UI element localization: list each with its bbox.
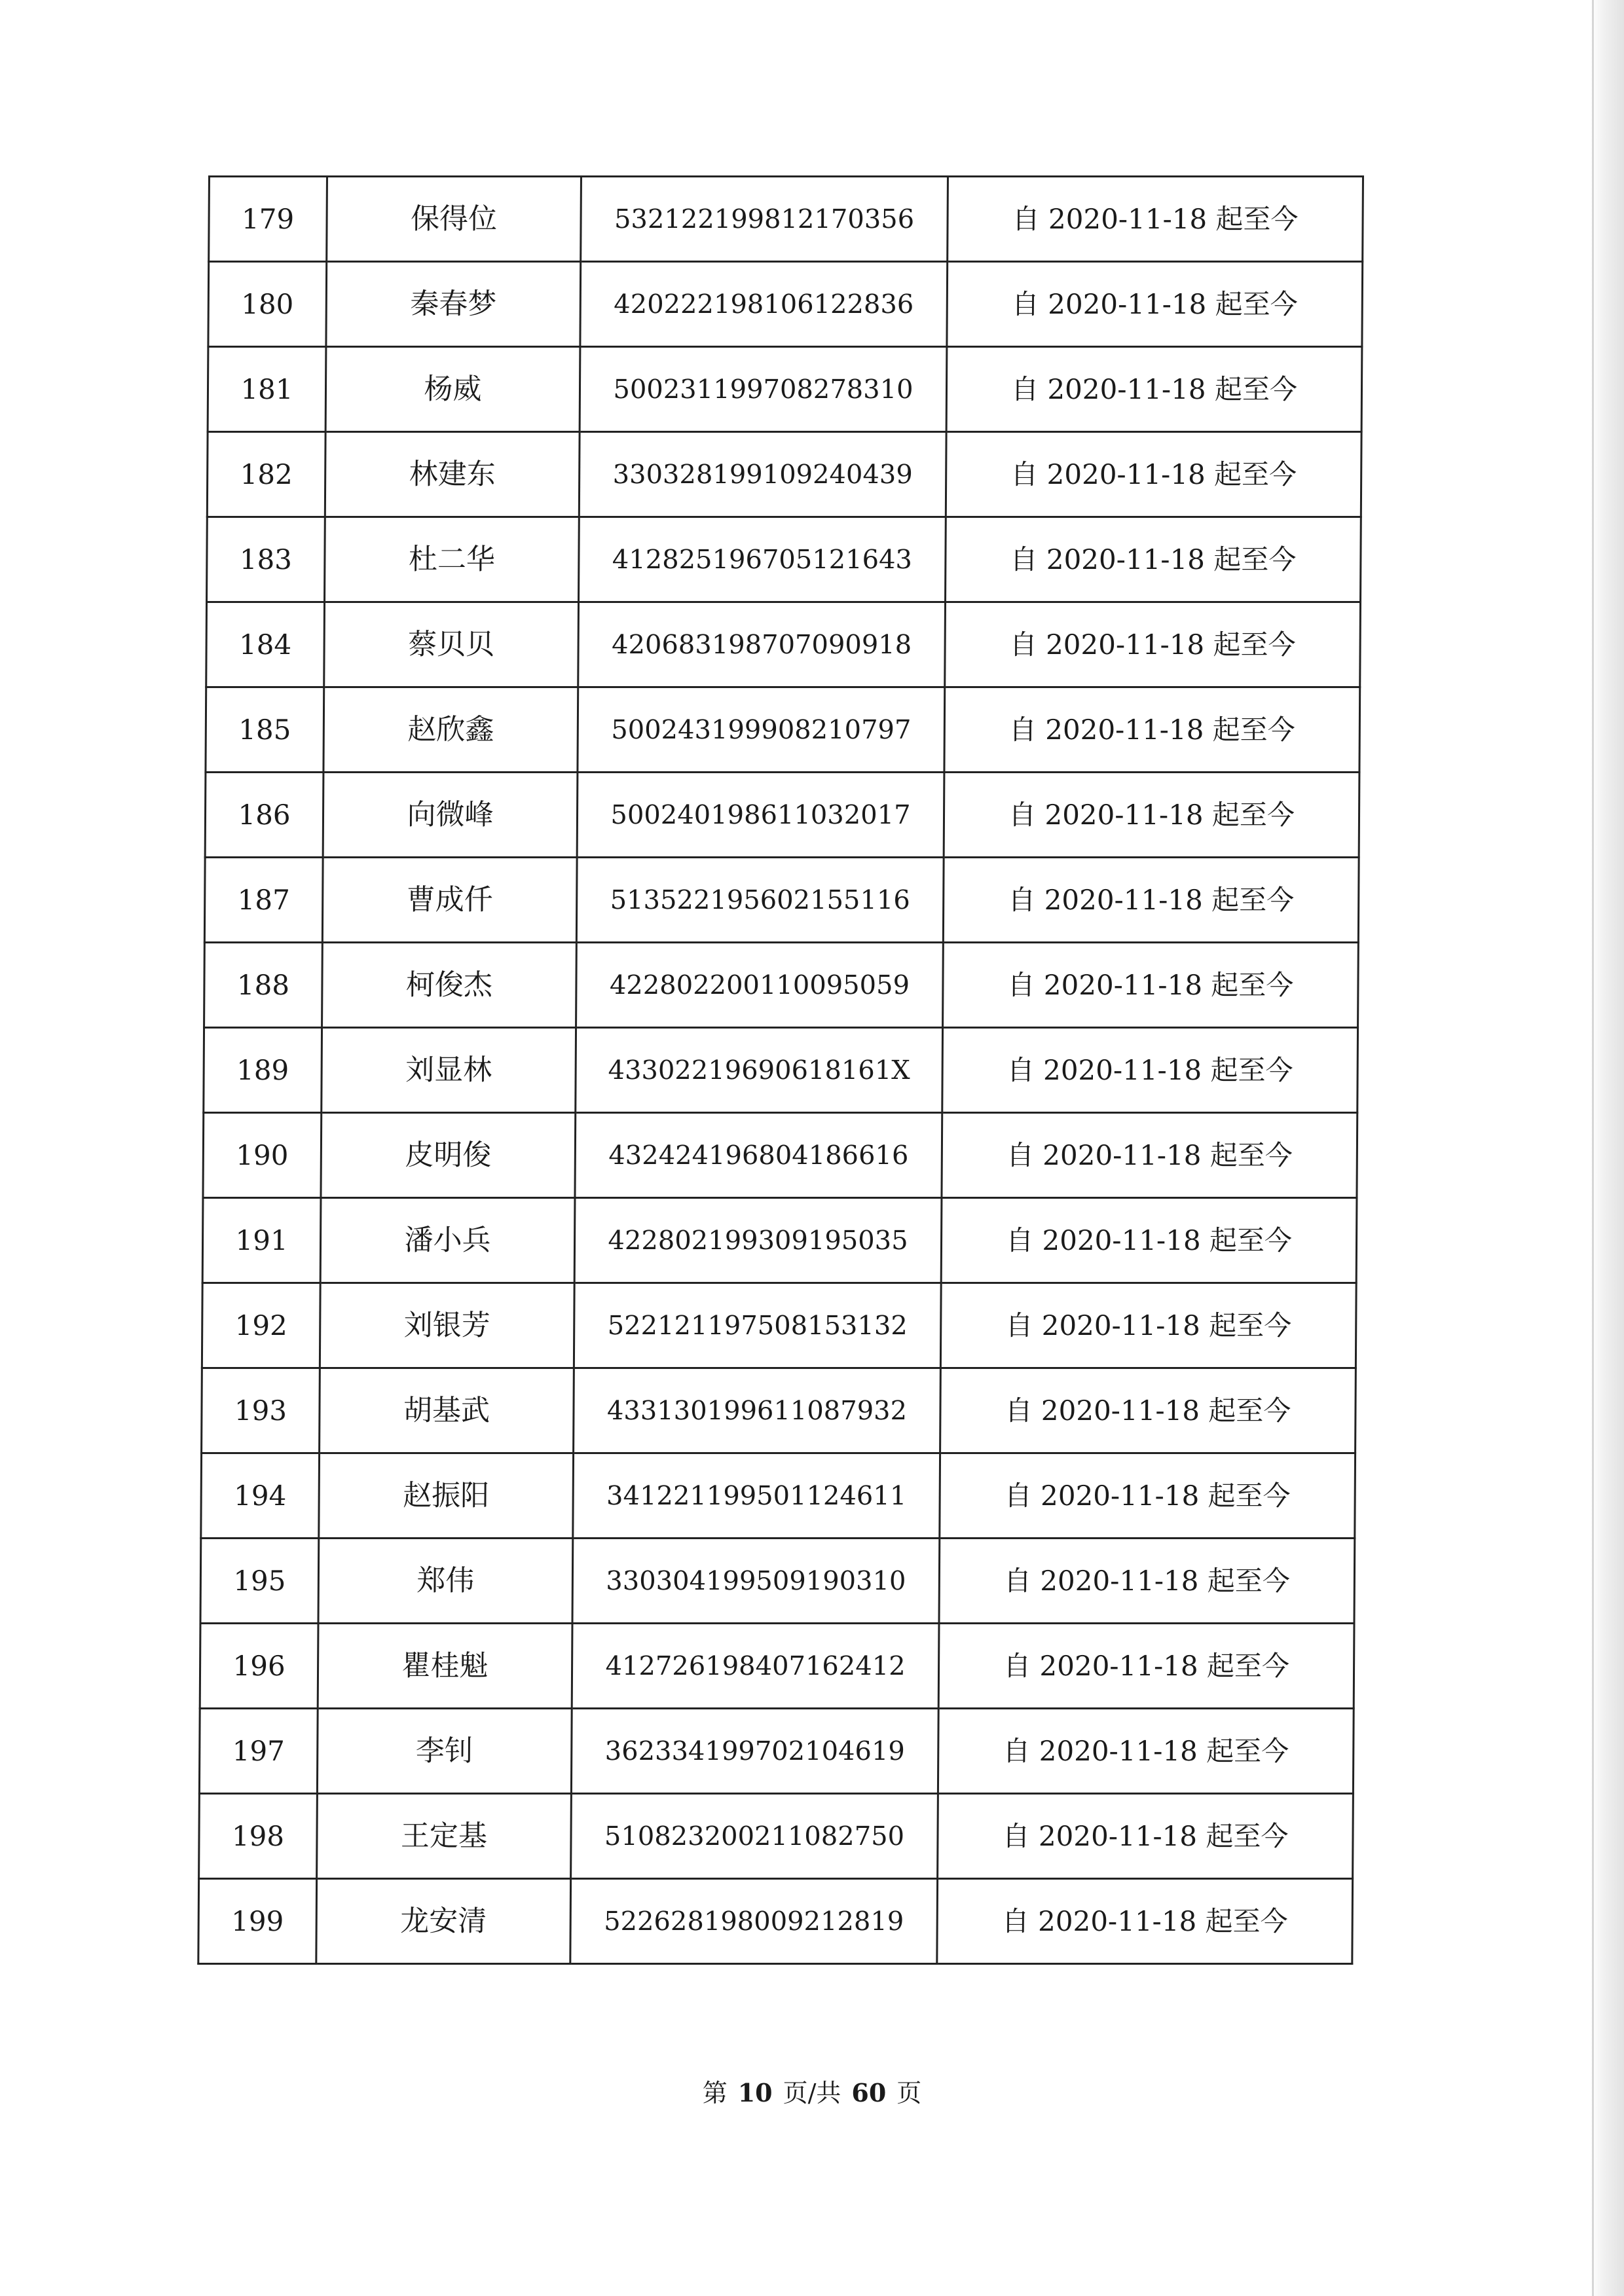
table-row [206, 687, 1360, 773]
row-name: 刘银芳 [320, 1283, 574, 1368]
row-period: 自 2020-11-18 起至今 [938, 1794, 1354, 1879]
row-index: 182 [207, 432, 325, 517]
row-period: 自 2020-11-18 起至今 [948, 177, 1363, 262]
row-period: 自 2020-11-18 起至今 [946, 347, 1362, 432]
row-period: 自 2020-11-18 起至今 [941, 1198, 1357, 1283]
row-period: 自 2020-11-18 起至今 [944, 687, 1360, 773]
roster-table [197, 175, 1364, 1965]
row-period: 自 2020-11-18 起至今 [942, 1028, 1358, 1113]
table-row [204, 1028, 1358, 1113]
row-name: 柯俊杰 [322, 943, 577, 1028]
row-name: 杜二华 [325, 517, 580, 602]
row-index: 192 [202, 1283, 320, 1368]
row-name: 胡基武 [320, 1368, 574, 1453]
page-footer [0, 2073, 1624, 2109]
row-id-number: 433130199611087932 [574, 1368, 941, 1453]
row-id-number: 330328199109240439 [579, 432, 946, 517]
table-row [203, 1113, 1357, 1198]
row-id-number: 500231199708278310 [580, 347, 947, 432]
row-id-number: 422802200110095059 [576, 943, 944, 1028]
row-index: 193 [202, 1368, 320, 1453]
row-index: 191 [202, 1198, 321, 1283]
row-period: 自 2020-11-18 起至今 [938, 1624, 1354, 1709]
row-id-number: 500243199908210797 [578, 687, 945, 773]
table-row [200, 1624, 1354, 1709]
current-page-number: 10 [737, 2078, 773, 2107]
row-id-number: 43302219690618161X [576, 1028, 943, 1113]
row-name: 赵振阳 [319, 1453, 574, 1539]
row-name: 林建东 [325, 432, 580, 517]
row-name: 刘显林 [322, 1028, 576, 1113]
row-index: 197 [199, 1709, 318, 1794]
row-id-number: 513522195602155116 [576, 858, 944, 943]
table-row [202, 1368, 1356, 1453]
row-id-number: 422802199309195035 [574, 1198, 942, 1283]
row-period: 自 2020-11-18 起至今 [944, 773, 1359, 858]
row-period: 自 2020-11-18 起至今 [940, 1453, 1356, 1539]
row-id-number: 522628198009212819 [570, 1879, 938, 1964]
row-index: 188 [204, 943, 323, 1028]
row-period: 自 2020-11-18 起至今 [938, 1709, 1354, 1794]
row-period: 自 2020-11-18 起至今 [946, 517, 1361, 602]
row-index: 185 [206, 687, 324, 773]
row-name: 皮明俊 [321, 1113, 576, 1198]
row-name: 龙安清 [316, 1879, 571, 1964]
row-id-number: 532122199812170356 [581, 177, 948, 262]
table-row [202, 1283, 1356, 1368]
row-index: 186 [205, 773, 323, 858]
row-period: 自 2020-11-18 起至今 [940, 1283, 1356, 1368]
row-period: 自 2020-11-18 起至今 [943, 943, 1359, 1028]
row-index: 199 [198, 1879, 317, 1964]
row-index: 189 [204, 1028, 322, 1113]
row-id-number: 420683198707090918 [578, 602, 946, 687]
row-index: 198 [199, 1794, 318, 1879]
table-row [199, 1794, 1354, 1879]
row-index: 190 [203, 1113, 322, 1198]
row-period: 自 2020-11-18 起至今 [946, 432, 1361, 517]
row-name: 向微峰 [323, 773, 578, 858]
row-name: 潘小兵 [320, 1198, 575, 1283]
table-row [199, 1709, 1354, 1794]
page-edge-shadow [1591, 0, 1624, 2296]
footer-middle: 页/共 [783, 2079, 841, 2107]
row-id-number: 362334199702104619 [571, 1709, 938, 1794]
row-name: 保得位 [327, 177, 581, 262]
row-period: 自 2020-11-18 起至今 [947, 262, 1363, 347]
table-row [202, 1198, 1357, 1283]
table-row [204, 943, 1359, 1028]
table-row [207, 517, 1361, 602]
row-index: 195 [200, 1539, 319, 1624]
table-row [198, 1879, 1353, 1964]
row-id-number: 330304199509190310 [572, 1539, 940, 1624]
footer-suffix: 页 [896, 2079, 922, 2107]
total-page-count: 60 [851, 2078, 887, 2107]
row-name: 秦春梦 [326, 262, 581, 347]
row-period: 自 2020-11-18 起至今 [942, 1113, 1357, 1198]
row-index: 179 [209, 177, 327, 262]
footer-prefix: 第 [702, 2079, 728, 2107]
row-name: 李钊 [317, 1709, 572, 1794]
row-period: 自 2020-11-18 起至今 [939, 1539, 1355, 1624]
row-id-number: 522121197508153132 [574, 1283, 941, 1368]
roster-table-body [198, 177, 1363, 1964]
table-row [205, 773, 1359, 858]
row-index: 181 [208, 347, 326, 432]
table-row [206, 602, 1361, 687]
page-edge-line [1592, 0, 1594, 2296]
row-period: 自 2020-11-18 起至今 [937, 1879, 1353, 1964]
row-name: 杨威 [325, 347, 580, 432]
row-id-number: 432424196804186616 [575, 1113, 942, 1198]
row-index: 187 [204, 858, 323, 943]
table-row [204, 858, 1359, 943]
row-period: 自 2020-11-18 起至今 [940, 1368, 1356, 1453]
table-row [208, 262, 1363, 347]
row-index: 180 [208, 262, 327, 347]
row-name: 王定基 [317, 1794, 572, 1879]
row-id-number: 420222198106122836 [580, 262, 948, 347]
table-row [209, 177, 1363, 262]
row-name: 郑伟 [318, 1539, 573, 1624]
row-name: 蔡贝贝 [324, 602, 579, 687]
row-index: 184 [206, 602, 325, 687]
row-id-number: 510823200211082750 [571, 1794, 938, 1879]
row-id-number: 412726198407162412 [572, 1624, 939, 1709]
row-name: 曹成仟 [322, 858, 577, 943]
table-row [208, 347, 1362, 432]
row-index: 194 [201, 1453, 320, 1539]
table-row [200, 1539, 1355, 1624]
row-name: 瞿桂魁 [318, 1624, 572, 1709]
table-row [207, 432, 1361, 517]
row-id-number: 500240198611032017 [577, 773, 944, 858]
row-index: 196 [200, 1624, 318, 1709]
table-row [201, 1453, 1356, 1539]
row-index: 183 [207, 517, 325, 602]
row-name: 赵欣鑫 [323, 687, 578, 773]
row-id-number: 341221199501124611 [573, 1453, 940, 1539]
row-period: 自 2020-11-18 起至今 [945, 602, 1361, 687]
row-id-number: 412825196705121643 [579, 517, 946, 602]
row-period: 自 2020-11-18 起至今 [943, 858, 1359, 943]
